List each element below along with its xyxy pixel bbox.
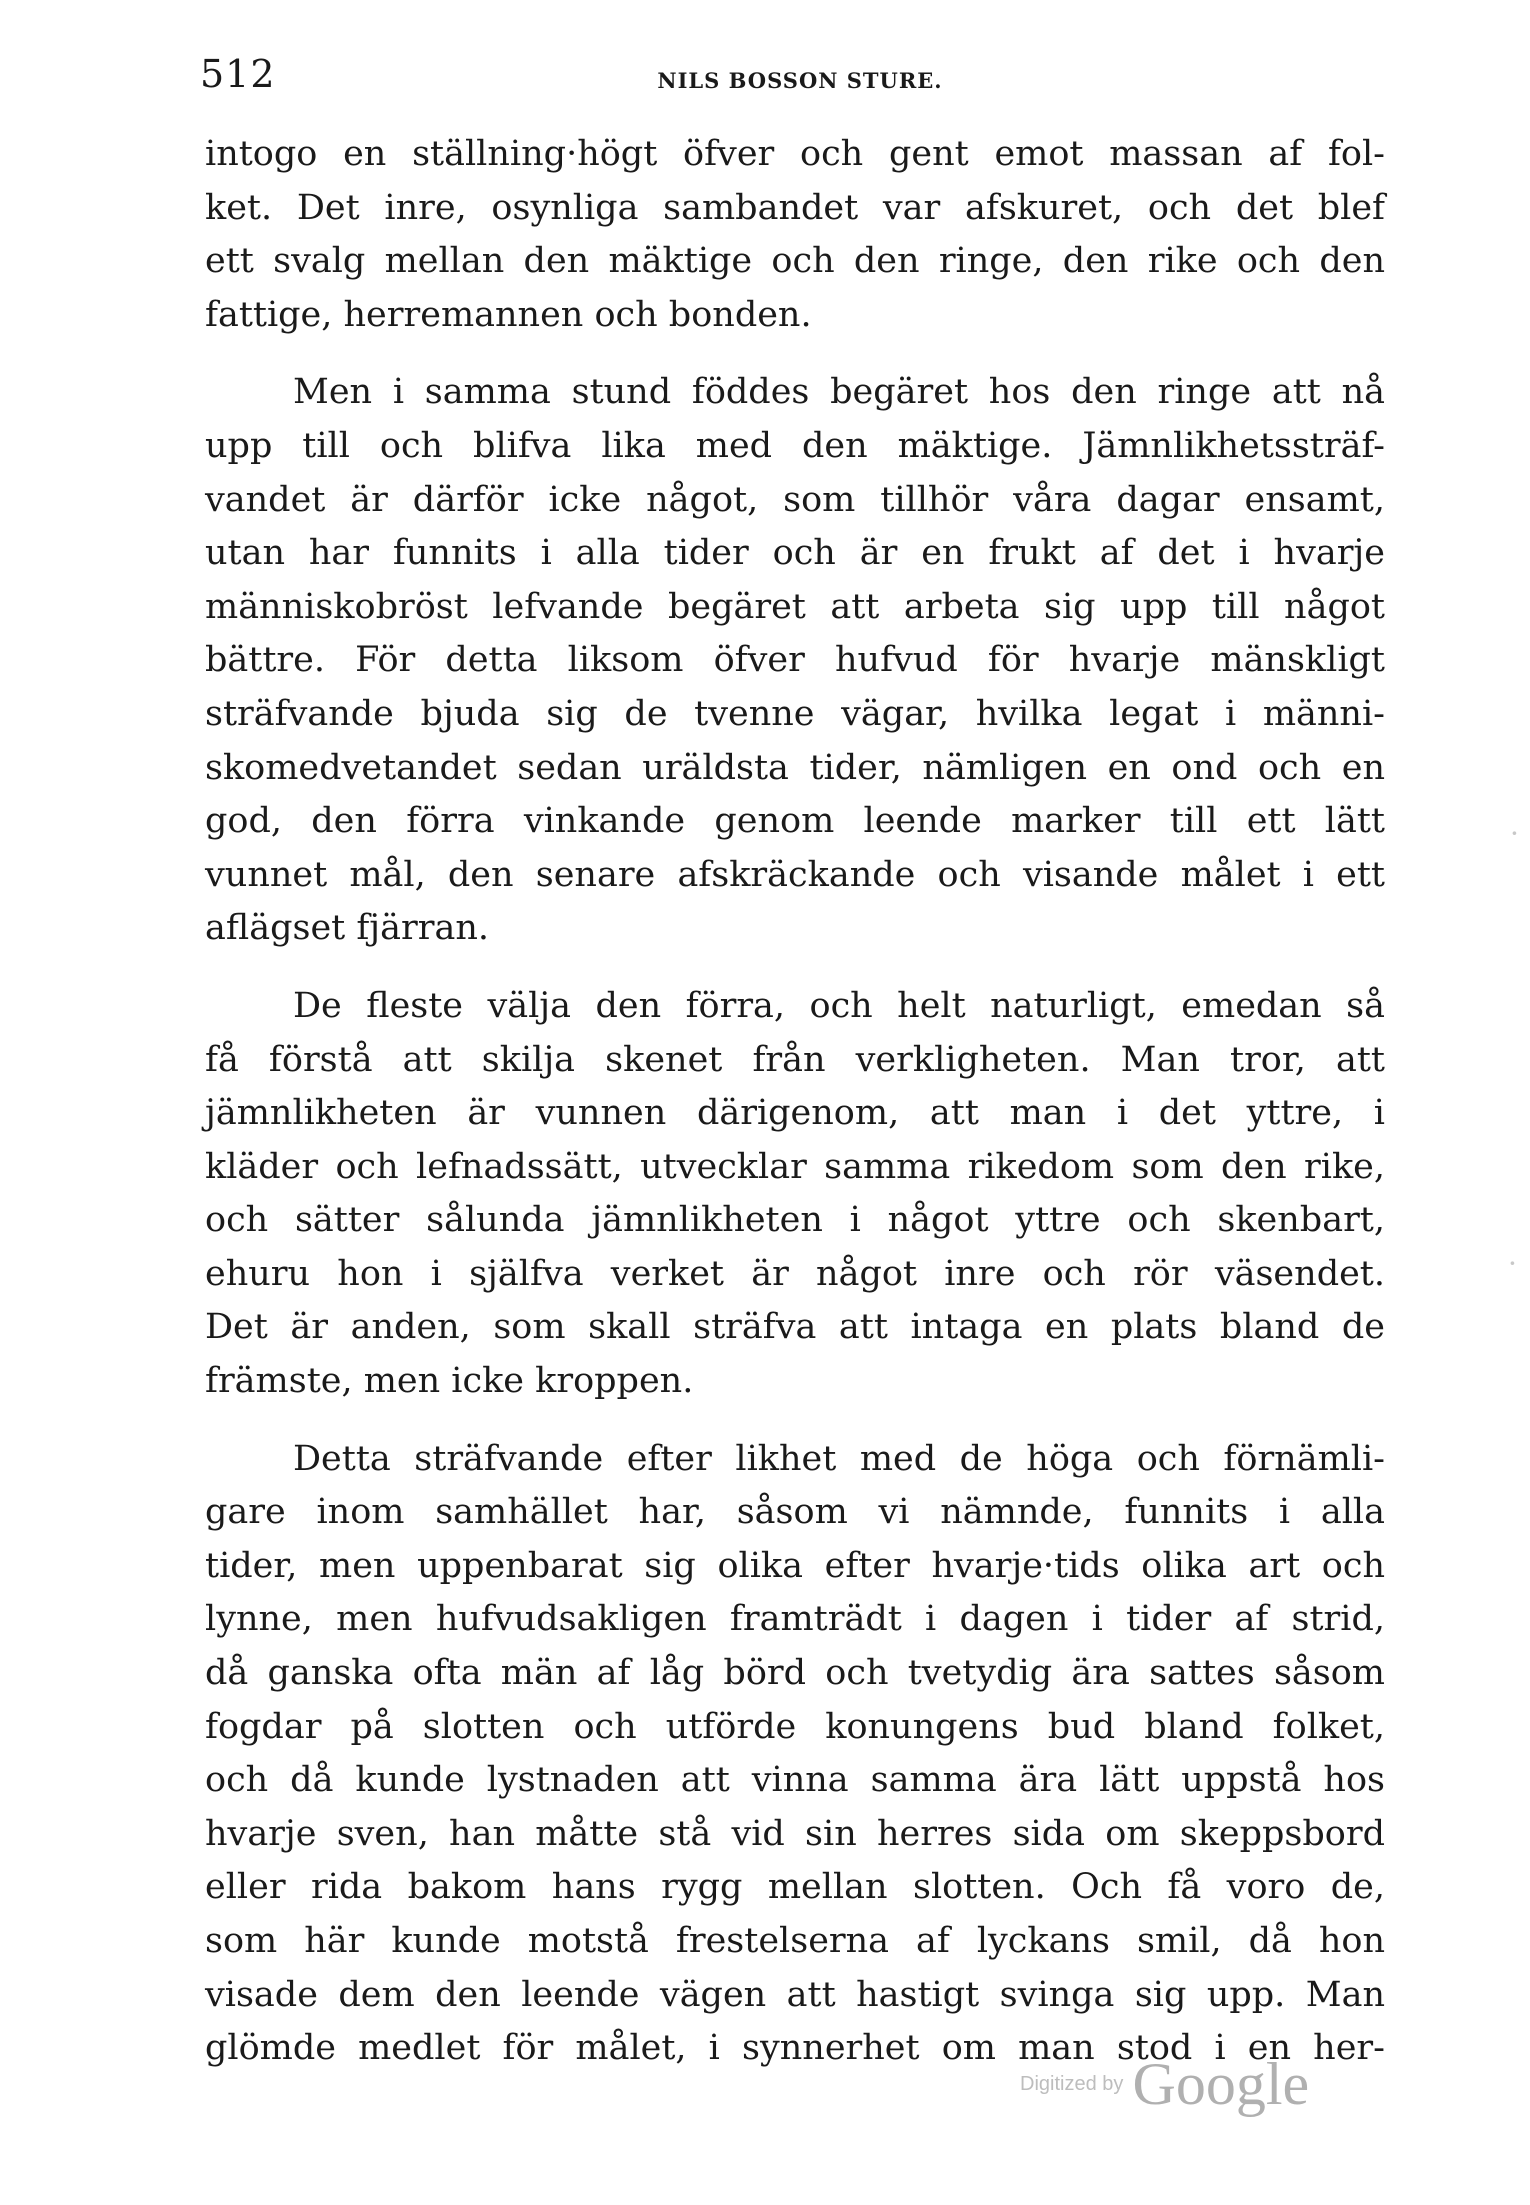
text-line: intogo en ställning·högt öfver och gent emot massan af fol- xyxy=(205,134,1385,174)
text-line: ett svalg mellan den mäktige och den ringe, den rike och den xyxy=(205,241,1385,282)
text-line: De fleste välja den förra, och helt naturligt, emedan så xyxy=(293,985,1385,1026)
text-line: aflägset fjärran. xyxy=(205,908,490,949)
text-line: lynne, men hufvudsakligen framträdt i dagen i tider af strid, xyxy=(205,1599,1385,1640)
text-line: vandet är därför icke något, som tillhör våra dagar ensamt, xyxy=(205,479,1385,520)
text-line: upp till och blifva lika med den mäktige. Jämnlikhetssträf- xyxy=(205,425,1385,466)
text-line: främste, men icke kroppen. xyxy=(205,1361,694,1402)
text-line: ehuru hon i själfva verket är något inre och rör väsendet. xyxy=(205,1253,1385,1294)
paragraph xyxy=(205,128,1385,342)
text-line: och då kunde lystnaden att vinna samma ära lätt uppstå hos xyxy=(205,1760,1385,1801)
text-line: fogdar på slotten och utförde konungens bud bland folket, xyxy=(205,1706,1385,1747)
text-line: kläder och lefnadssätt, utvecklar samma rikedom som den rike, xyxy=(205,1146,1385,1187)
text-line: hvarje sven, han måtte stå vid sin herres sida om skeppsbord xyxy=(205,1813,1385,1854)
text-line: Det är anden, som skall sträfva att intaga en plats bland de xyxy=(205,1307,1385,1348)
margin-speck: · xyxy=(1508,1247,1517,1280)
text-line: fattige, herremannen och bonden. xyxy=(205,294,812,335)
text-line: sträfvande bjuda sig de tvenne vägar, hvilka legat i männi- xyxy=(205,693,1385,734)
paragraph xyxy=(205,980,1385,1409)
text-line: utan har funnits i alla tider och är en frukt af det i hvarje xyxy=(205,533,1385,574)
text-line: eller rida bakom hans rygg mellan slotten. Och få voro de, xyxy=(205,1867,1385,1908)
page-number: 512 xyxy=(200,52,276,96)
text-line: Men i samma stund föddes begäret hos den ringe att nå xyxy=(293,372,1385,413)
watermark-prefix: Digitized by xyxy=(1020,2073,1124,2095)
text-line: och sätter sålunda jämnlikheten i något yttre och skenbart, xyxy=(205,1200,1385,1241)
text-line: visade dem den leende vägen att hastigt svinga sig upp. Man xyxy=(205,1974,1385,2015)
paragraph xyxy=(205,366,1385,956)
text-line: då ganska ofta män af låg börd och tvetydig ära sattes såsom xyxy=(205,1653,1385,1694)
page-header xyxy=(200,52,1390,112)
text-line: glömde medlet för målet, i synnerhet om man stod i en her- xyxy=(205,2028,1385,2069)
body-text xyxy=(205,128,1385,2100)
text-line: vunnet mål, den senare afskräckande och visande målet i ett xyxy=(205,854,1385,895)
text-line: god, den förra vinkande genom leende marker till ett lätt xyxy=(205,801,1385,842)
text-line: människobröst lefvande begäret att arbeta sig upp till något xyxy=(205,586,1385,627)
text-line: som här kunde motstå frestelserna af lyckans smil, då hon xyxy=(205,1921,1385,1961)
text-line: gare inom samhället har, såsom vi nämnde, funnits i alla xyxy=(205,1492,1385,1533)
margin-speck: · xyxy=(1510,817,1519,850)
text-line: tider, men uppenbarat sig olika efter hvarje·tids olika art och xyxy=(205,1545,1385,1586)
paragraph xyxy=(205,1433,1385,2076)
text-line: ket. Det inre, osynliga sambandet var afskuret, och det blef xyxy=(205,187,1385,228)
text-line: få förstå att skilja skenet från verkligheten. Man tror, att xyxy=(205,1039,1385,1080)
text-line: jämnlikheten är vunnen därigenom, att man i det yttre, i xyxy=(205,1093,1385,1134)
digitization-watermark xyxy=(1020,2050,1310,2117)
running-head: NILS BOSSON STURE. xyxy=(657,68,943,93)
watermark-brand: Google xyxy=(1132,2051,1310,2117)
text-line: Detta sträfvande efter likhet med de höga och förnämli- xyxy=(293,1438,1385,1479)
text-line: bättre. För detta liksom öfver hufvud för hvarje mänskligt xyxy=(205,640,1385,681)
text-line: skomedvetandet sedan uräldsta tider, nämligen en ond och en xyxy=(205,747,1385,788)
